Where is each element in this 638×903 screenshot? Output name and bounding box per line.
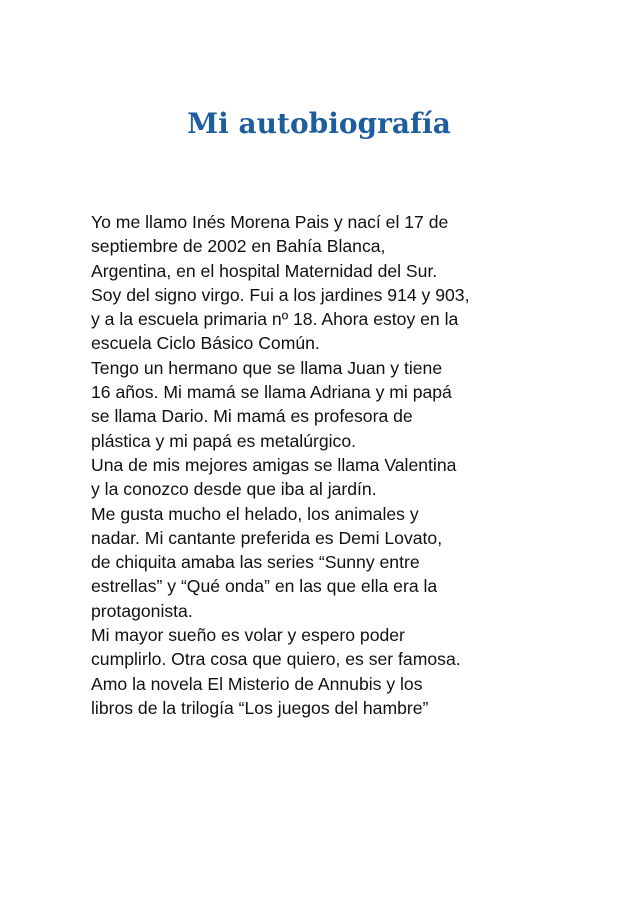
text-line: Amo la novela El Misterio de Annubis y los xyxy=(91,673,423,694)
text-line: escuela Ciclo Básico Común. xyxy=(91,333,320,354)
text-line: de chiquita amaba las series “Sunny entre xyxy=(91,552,420,573)
text-line: protagonista. xyxy=(91,600,193,621)
body-text xyxy=(91,210,561,720)
text-line: Me gusta mucho el helado, los animales y xyxy=(91,503,419,524)
text-line: Una de mis mejores amigas se llama Valentina xyxy=(91,454,457,475)
text-line: Mi mayor sueño es volar y espero poder xyxy=(91,625,405,646)
text-line: Yo me llamo Inés Morena Pais y nací el 17 de xyxy=(91,212,449,232)
text-line: y a la escuela primaria nº 18. Ahora estoy en la xyxy=(91,309,459,330)
text-line: 16 años. Mi mamá se llama Adriana y mi papá xyxy=(91,382,452,403)
text-line: nadar. Mi cantante preferida es Demi Lovato, xyxy=(91,527,443,548)
text-line: cumplirlo. Otra cosa que quiero, es ser famosa. xyxy=(91,649,461,670)
page-title: Mi autobiografía xyxy=(187,107,451,140)
text-line: estrellas” y “Qué onda” en las que ella era la xyxy=(91,576,438,597)
text-line: septiembre de 2002 en Bahía Blanca, xyxy=(91,236,386,257)
text-line: libros de la trilogía “Los juegos del hambre” xyxy=(91,697,429,718)
text-line: plástica y mi papá es metalúrgico. xyxy=(91,430,357,451)
text-line: Soy del signo virgo. Fui a los jardines 914 y 903, xyxy=(91,284,470,305)
text-line: se llama Dario. Mi mamá es profesora de xyxy=(91,406,413,427)
text-line: Tengo un hermano que se llama Juan y tiene xyxy=(91,357,443,378)
text-line: y la conozco desde que iba al jardín. xyxy=(91,479,377,500)
text-line: Argentina, en el hospital Maternidad del Sur. xyxy=(91,260,438,281)
